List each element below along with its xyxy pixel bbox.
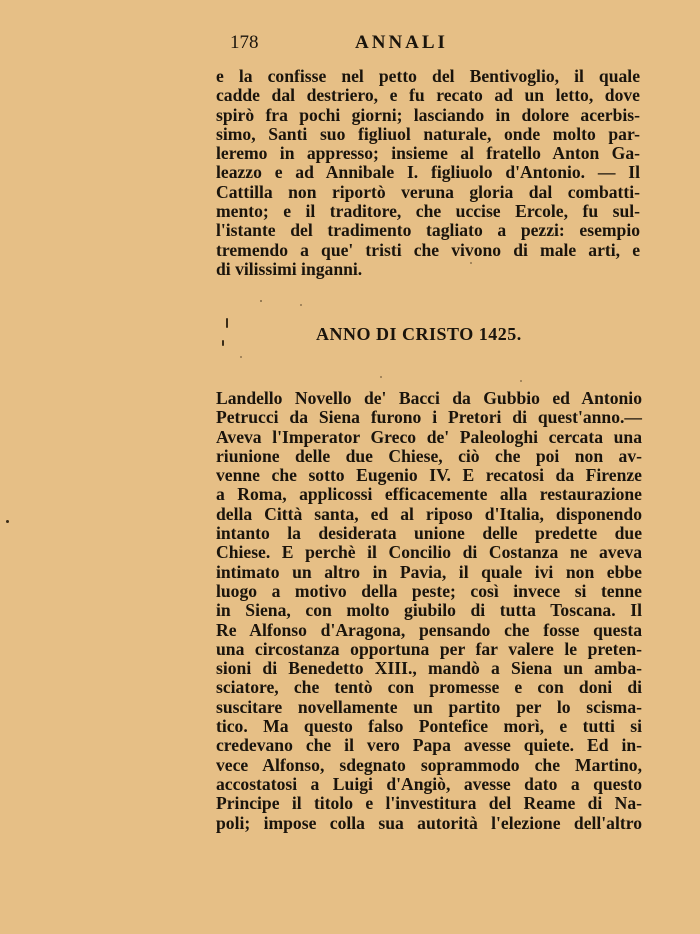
section-heading: ANNO DI CRISTO 1425.: [316, 324, 522, 344]
text-line: intanto la desiderata unione delle predette due: [216, 523, 642, 544]
print-speck: [520, 380, 522, 382]
text-line: l'istante del tradimento tagliato a pezzi: esempio: [216, 220, 640, 241]
text-line: poli; impose colla sua autorità l'elezione dell'altro: [216, 812, 642, 833]
text-line: cadde dal destriero, e fu recato ad un letto, dove: [216, 85, 640, 106]
text-line: sciatore, che tentò con promesse e con doni di: [216, 677, 642, 698]
text-line: leremo in appresso; insieme al fratello Anton Ga-: [216, 143, 640, 164]
text-line: simo, Santi suo figliuol naturale, onde molto par-: [216, 123, 640, 144]
text-line: tico. Ma questo falso Pontefice morì, e tutti si: [216, 716, 642, 737]
page-number: 178: [230, 32, 259, 53]
print-speck: [222, 340, 224, 346]
text-line: mento; e il traditore, che uccise Ercole, fu sul-: [216, 201, 640, 222]
text-line: suscitare novellamente un partito per lo scisma-: [216, 696, 642, 717]
running-head: ANNALI: [355, 32, 448, 53]
text-line: tremendo a que' tristi che vivono di male arti, e: [216, 239, 640, 260]
text-line: in Siena, con molto giubilo di tutta Toscana. Il: [216, 600, 642, 621]
text-line: riunione delle due Chiese, ciò che poi non av-: [216, 445, 642, 466]
text-line: Principe il titolo e l'investitura del Reame di Na-: [216, 793, 642, 814]
text-line: credevano che il vero Papa avesse quiete. Ed in-: [216, 735, 642, 756]
text-line: intimato un altro in Pavia, il quale ivi non ebbe: [216, 561, 642, 582]
print-speck: [6, 520, 9, 523]
paragraph-1: [216, 67, 640, 279]
print-speck: [226, 318, 228, 328]
print-speck: [380, 376, 382, 378]
text-line: di vilissimi inganni.: [216, 258, 363, 279]
text-line: luogo a motivo della peste; così invece si tenne: [216, 580, 642, 601]
text-line: venne che sotto Eugenio IV. E recatosi da Firenze: [216, 465, 642, 486]
text-line: leazzo e ad Annibale I. figliuolo d'Antonio. — Il: [216, 162, 640, 183]
text-line: Aveva l'Imperator Greco de' Paleologhi cercata una: [216, 426, 642, 447]
print-speck: [470, 262, 472, 264]
text-line: vece Alfonso, sdegnato soprammodo che Martino,: [216, 754, 642, 775]
text-line: Cattilla non riportò veruna gloria dal combatti-: [216, 181, 640, 202]
text-line: Re Alfonso d'Aragona, pensando che fosse questa: [216, 619, 642, 640]
paragraph-2: [216, 389, 642, 833]
text-line: spirò fra pochi giorni; lasciando in dolore acerbis-: [216, 104, 640, 125]
text-line: accostatosi a Luigi d'Angiò, avesse dato a questo: [216, 773, 642, 794]
text-line: Landello Novello de' Bacci da Gubbio ed Antonio: [216, 388, 642, 408]
text-line: e la confisse nel petto del Bentivoglio, il quale: [216, 66, 640, 86]
text-line: sioni di Benedetto XIII., mandò a Siena un amba-: [216, 658, 642, 679]
text-line: una circostanza opportuna per far valere le preten-: [216, 638, 642, 659]
text-line: a Roma, applicossi efficacemente alla restaurazione: [216, 484, 642, 505]
print-speck: [260, 300, 262, 302]
page-header: [230, 30, 530, 56]
print-speck: [240, 356, 242, 358]
text-line: Chiese. E perchè il Concilio di Costanza ne aveva: [216, 542, 642, 563]
text-line: della Città santa, ed al riposo d'Italia, disponendo: [216, 503, 642, 524]
text-line: Petrucci da Siena furono i Pretori di quest'anno.—: [216, 407, 642, 428]
print-speck: [300, 304, 302, 306]
